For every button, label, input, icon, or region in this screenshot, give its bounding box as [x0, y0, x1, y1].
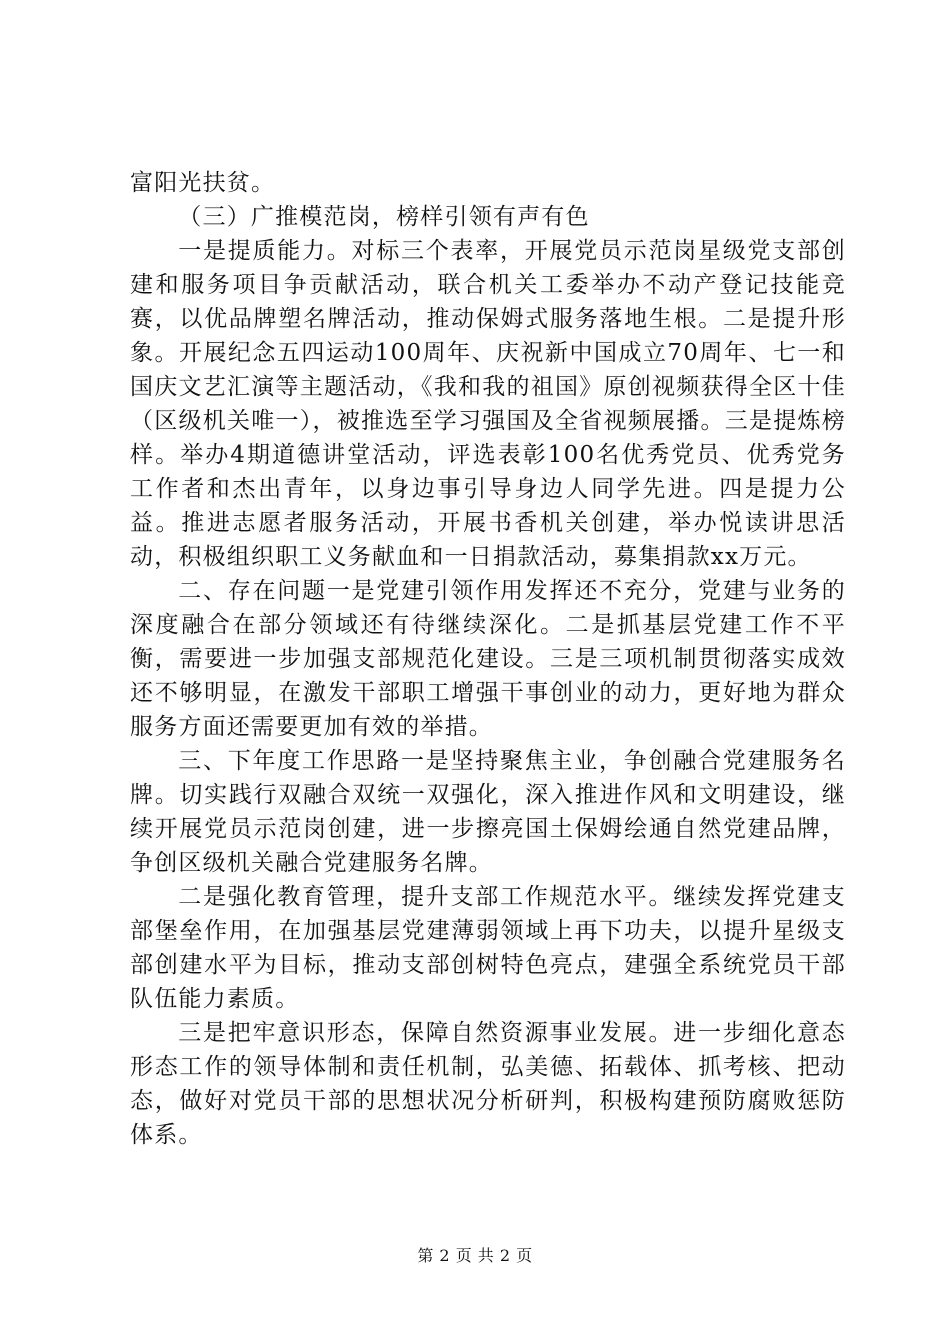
- page-number-footer: 第 2 页 共 2 页: [417, 1246, 533, 1265]
- paragraph-3: 一是提质能力。对标三个表率，开展党员示范岗星级党支部创建和服务项目争贡献活动，联合机关工委举办不动产登记技能竞赛，以优品牌塑名牌活动，推动保姆式服务落地生根。二是提升形象。开展纪念五四运动100周年、庆祝新中国成立70周年、七一和国庆文艺汇演等主题活动，《我和我的祖国》原创视频获得全区十佳（区级机关唯一），被推选至学习强国及全省视频展播。三是提炼榜样。举办4期道德讲堂活动，评选表彰100名优秀党员、优秀党务工作者和杰出青年，以身边事引导身边人同学先进。四是提力公益。推进志愿者服务活动，开展书香机关创建，举办悦读讲思活动，积极组织职工义务献血和一日捐款活动，募集捐款xx万元。: [130, 238, 846, 570]
- paragraph-problems: 二、存在问题一是党建引领作用发挥还不充分，党建与业务的深度融合在部分领域还有待继续深化。二是抓基层党建工作不平衡，需要进一步加强支部规范化建设。三是三项机制贯彻落实成效还不够明显，在激发干部职工增强干事创业的动力，更好地为群众服务方面还需要更加有效的举措。: [130, 578, 846, 740]
- paragraph-plan-2: 二是强化教育管理，提升支部工作规范水平。继续发挥党建支部堡垒作用，在加强基层党建薄弱领域上再下功夫，以提升星级支部创建水平为目标，推动支部创树特色亮点，建强全系统党员干部队伍能力素质。: [130, 884, 846, 1012]
- paragraph-1: 富阳光扶贫。: [130, 170, 276, 196]
- section-heading-3: （三）广推模范岗，榜样引领有声有色: [178, 204, 590, 230]
- paragraph-plan-1: 三、下年度工作思路一是坚持聚焦主业，争创融合党建服务名牌。切实践行双融合双统一双强化，深入推进作风和文明建设，继续开展党员示范岗创建，进一步擦亮国土保姆绘通自然党建品牌，争创区级机关融合党建服务名牌。: [130, 748, 846, 876]
- document-body: [130, 166, 846, 1152]
- paragraph-plan-3: 三是把牢意识形态，保障自然资源事业发展。进一步细化意态形态工作的领导体制和责任机制，弘美德、拓载体、抓考核、把动态，做好对党员干部的思想状况分析研判，积极构建预防腐败惩防体系。: [130, 1020, 846, 1148]
